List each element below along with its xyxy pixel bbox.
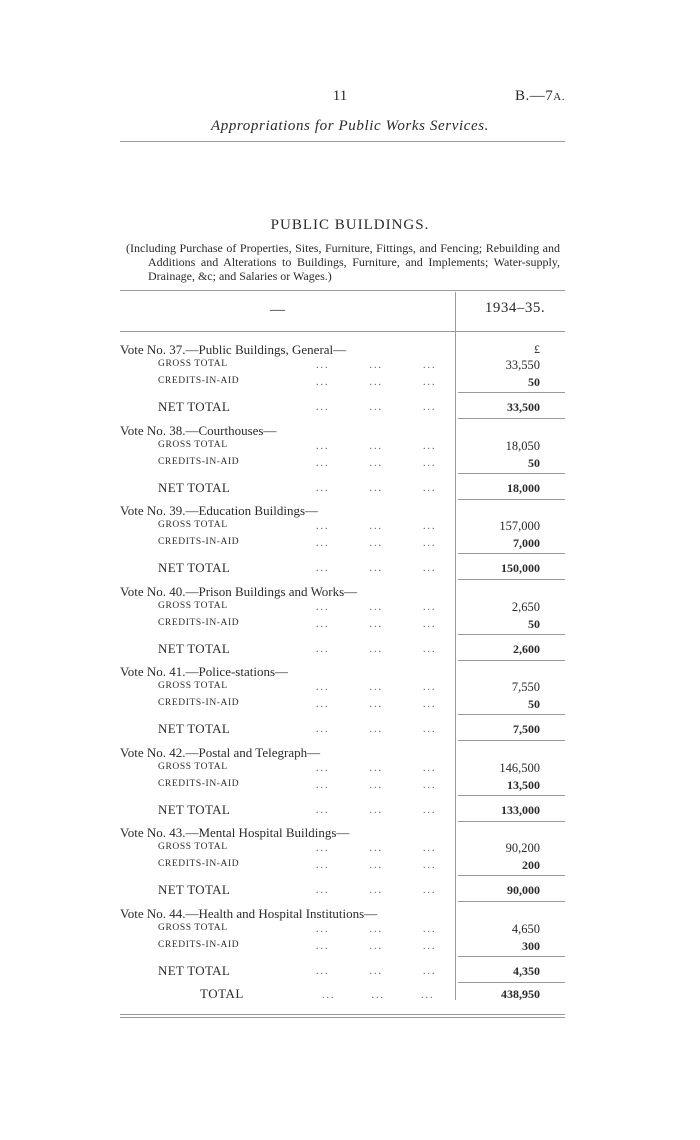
vote-title: Vote No. 38.—Courthouses— [120,423,277,438]
gross-total-dots: ... ... ... [316,360,437,371]
net-total-rule [458,579,565,580]
gross-total-dots: ... ... ... [316,682,437,693]
vote-title: Vote No. 39.—Education Buildings— [120,503,319,518]
vote-title: Vote No. 43.—Mental Hospital Buildings— [120,825,350,840]
credits-in-aid-dots: ... ... ... [316,377,437,388]
credits-in-aid-value: 7,000 [513,536,540,550]
credits-in-aid-label: CREDITS-IN-AID [158,376,240,386]
gross-total-value: 7,550 [511,680,540,694]
net-total-value: 90,000 [507,883,540,897]
net-total-dots: ... ... ... [316,483,437,494]
gross-total-value: 146,500 [499,761,540,775]
document-reference-suffix: A. [553,91,565,103]
credits-in-aid-dots: ... ... ... [316,699,437,710]
credits-in-aid-value: 13,500 [507,778,540,792]
net-total-label: NET TOTAL [158,399,231,414]
net-total-rule [458,982,565,983]
gross-total-value: 2,650 [511,600,540,614]
net-total-rule [458,901,565,902]
credits-in-aid-label: CREDITS-IN-AID [158,698,240,708]
net-total-dots: ... ... ... [316,563,437,574]
subtotal-rule [458,553,565,554]
grand-total-dots: ... ... ... [322,990,435,1001]
gross-total-value: 4,650 [511,922,540,936]
vote-title: Vote No. 42.—Postal and Telegraph— [120,745,321,760]
gross-total-dots: ... ... ... [316,843,437,854]
document-reference-main: B.—7 [515,88,554,104]
running-title: Appropriations for Public Works Services. [210,118,490,134]
credits-in-aid-value: 50 [528,456,540,470]
net-total-dots: ... ... ... [316,724,437,735]
currency-symbol: £ [534,342,540,356]
net-total-rule [458,499,565,500]
credits-in-aid-dots: ... ... ... [316,619,437,630]
year-column-header: 1934–35. [484,300,546,316]
credits-in-aid-dots: ... ... ... [316,780,437,791]
footer-rule-2 [120,1017,565,1018]
page-number: 11 [332,88,348,104]
net-total-dots: ... ... ... [316,885,437,896]
credits-in-aid-label: CREDITS-IN-AID [158,537,240,547]
table-header-rule [120,331,565,332]
credits-in-aid-dots: ... ... ... [316,458,437,469]
credits-in-aid-label: CREDITS-IN-AID [158,779,240,789]
section-title: PUBLIC BUILDINGS. [270,217,430,233]
vote-title: Vote No. 41.—Police-stations— [120,664,289,679]
gross-total-label: GROSS TOTAL [158,681,228,691]
gross-total-value: 157,000 [499,519,540,533]
credits-in-aid-value: 50 [528,375,540,389]
net-total-value: 133,000 [501,803,540,817]
net-total-label: NET TOTAL [158,721,231,736]
section-description: (Including Purchase of Properties, Sites, Furniture, Fittings, and Fencing; Rebuilding and Additions and Alterations to Buildings, Furniture, and Implements; Water-supply, Drainage, &c; and Salaries or Wages.) [126,241,560,283]
net-total-value: 2,600 [513,642,540,656]
net-total-label: NET TOTAL [158,480,231,495]
subtotal-rule [458,392,565,393]
vote-title: Vote No. 37.—Public Buildings, General— [120,342,347,357]
net-total-label: NET TOTAL [158,560,231,575]
gross-total-value: 18,050 [505,439,540,453]
header-rule [120,141,565,142]
net-total-rule [458,821,565,822]
gross-total-label: GROSS TOTAL [158,601,228,611]
gross-total-label: GROSS TOTAL [158,520,228,530]
gross-total-label: GROSS TOTAL [158,923,228,933]
credits-in-aid-label: CREDITS-IN-AID [158,859,240,869]
credits-in-aid-label: CREDITS-IN-AID [158,457,240,467]
gross-total-label: GROSS TOTAL [158,359,228,369]
credits-in-aid-dots: ... ... ... [316,860,437,871]
gross-total-dots: ... ... ... [316,521,437,532]
net-total-label: NET TOTAL [158,802,231,817]
net-total-rule [458,660,565,661]
vote-title: Vote No. 44.—Health and Hospital Institutions— [120,906,378,921]
credits-in-aid-value: 50 [528,617,540,631]
document-reference [515,88,565,105]
subtotal-rule [458,473,565,474]
net-total-rule [458,740,565,741]
vote-title: Vote No. 40.—Prison Buildings and Works— [120,584,358,599]
net-total-value: 150,000 [501,561,540,575]
grand-total-label: TOTAL [200,986,244,1001]
table-top-rule [120,290,565,291]
gross-total-label: GROSS TOTAL [158,440,228,450]
subtotal-rule [458,875,565,876]
credits-in-aid-label: CREDITS-IN-AID [158,618,240,628]
credits-in-aid-value: 200 [522,858,540,872]
gross-total-dots: ... ... ... [316,924,437,935]
credits-in-aid-label: CREDITS-IN-AID [158,940,240,950]
credits-in-aid-value: 300 [522,939,540,953]
net-total-dots: ... ... ... [316,644,437,655]
gross-total-label: GROSS TOTAL [158,842,228,852]
gross-total-dots: ... ... ... [316,441,437,452]
credits-in-aid-dots: ... ... ... [316,538,437,549]
net-total-value: 18,000 [507,481,540,495]
net-total-label: NET TOTAL [158,882,231,897]
gross-total-value: 33,550 [505,358,540,372]
net-total-dots: ... ... ... [316,402,437,413]
net-total-value: 33,500 [507,400,540,414]
credits-in-aid-dots: ... ... ... [316,941,437,952]
gross-total-dots: ... ... ... [316,602,437,613]
subtotal-rule [458,714,565,715]
subtotal-rule [458,795,565,796]
table-left-header: — [270,302,285,318]
subtotal-rule [458,956,565,957]
gross-total-value: 90,200 [505,841,540,855]
grand-total-value: 438,950 [501,987,540,1001]
gross-total-dots: ... ... ... [316,763,437,774]
column-divider [455,292,456,1000]
net-total-value: 4,350 [513,964,540,978]
net-total-value: 7,500 [513,722,540,736]
net-total-rule [458,418,565,419]
net-total-dots: ... ... ... [316,805,437,816]
footer-rule-1 [120,1014,565,1015]
net-total-label: NET TOTAL [158,963,231,978]
gross-total-label: GROSS TOTAL [158,762,228,772]
net-total-label: NET TOTAL [158,641,231,656]
subtotal-rule [458,634,565,635]
net-total-dots: ... ... ... [316,966,437,977]
credits-in-aid-value: 50 [528,697,540,711]
